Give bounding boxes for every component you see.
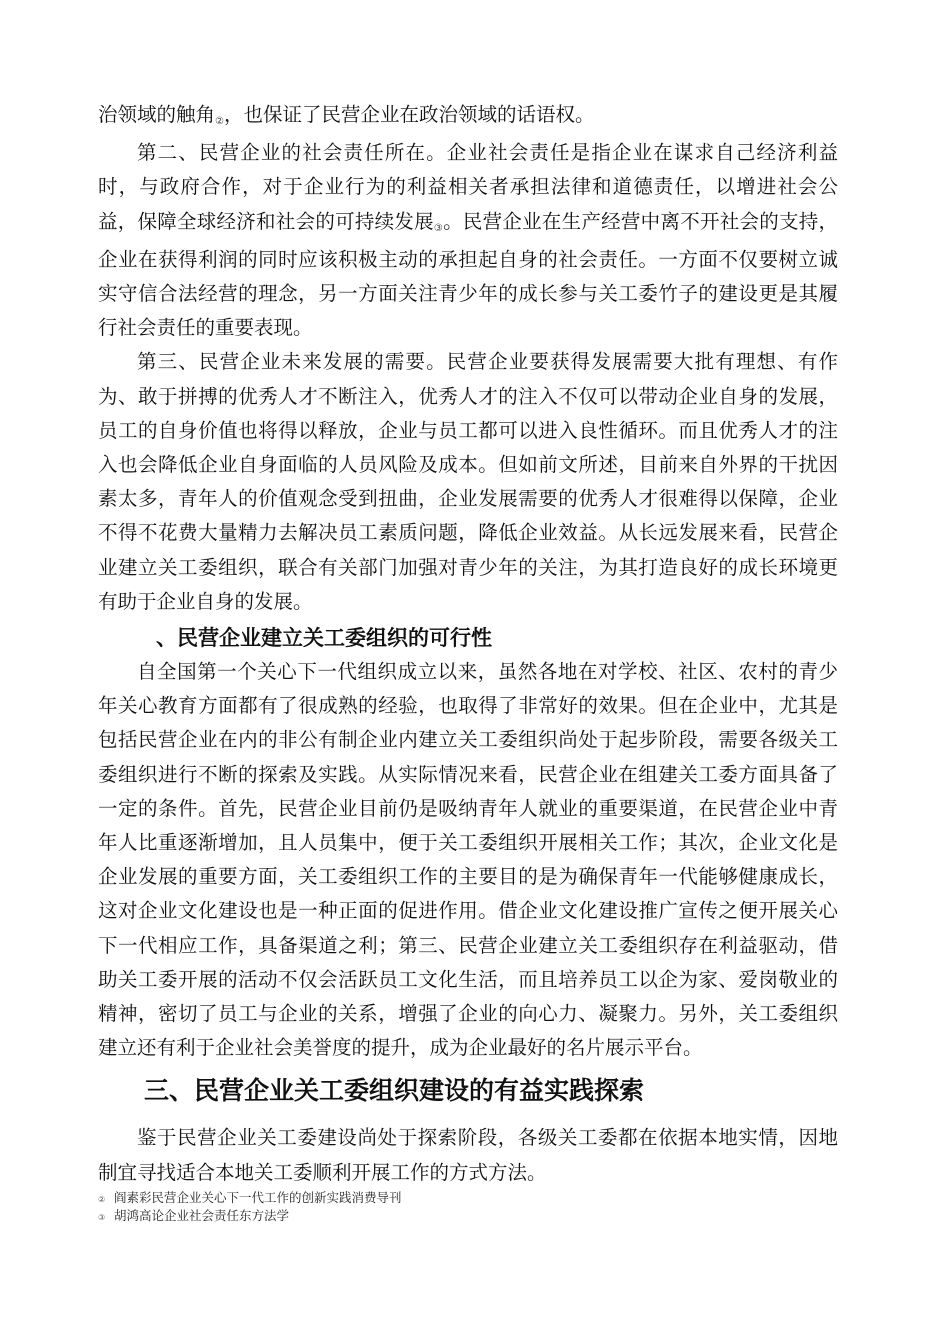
- footnote-mark: ③: [98, 1213, 106, 1222]
- footnotes: [98, 1190, 838, 1226]
- paragraph-social-responsibility: [98, 136, 838, 345]
- paragraph-text: 治领域的触角: [98, 103, 216, 126]
- paragraph-continuation: [98, 98, 838, 136]
- paragraph-practice-intro: 鉴于民营企业关工委建设尚处于探索阶段，各级关工委都在依据本地实情，因地制宜寻找适合本地关工委顺利开展工作的方式方法。: [98, 1126, 838, 1184]
- paragraph-future-development: 第三、民营企业未来发展的需要。民营企业要获得发展需要大批有理想、有作为、敢于拼搏的优秀人才不断注入，优秀人才的注入不仅可以带动企业自身的发展，员工的自身价值也将得以释放，企业与员工都可以进入良性循环。而且优秀人才的注入也会降低企业自身面临的人员风险及成本。但如前文所述，目前来自外界的干扰因素太多，青年人的价值观念受到扭曲，企业发展需要的优秀人才很难得以保障，企业不得不花费大量精力去解决员工素质问题，降低企业效益。从长远发展来看，民营企业建立关工委组织，联合有关部门加强对青少年的关注，为其打造良好的成长环境更有助于企业自身的发展。: [98, 350, 838, 613]
- sub-heading: 、民营企业建立关工委组织的可行性: [156, 626, 492, 651]
- footnote-text: 阎素彩民营企业关心下一代工作的创新实践消费导刊: [114, 1190, 402, 1205]
- footnote-item: [98, 1190, 838, 1208]
- paragraph-text: 第二、民营企业的社会责任所在。企业社会责任是指企业在谋求自己经济利益时，与政府合作，对于企业行为的利益相关者承担法律和道德责任，以增进社会公益，保障全球经济和社会的可持续发展: [98, 141, 838, 233]
- footnote-reference: ②: [215, 116, 224, 127]
- footnote-mark: ②: [98, 1195, 106, 1204]
- paragraph-feasibility: 自全国第一个关心下一代组织成立以来，虽然各地在对学校、社区、农村的青少年关心教育方面都有了很成熟的经验，也取得了非常好的效果。但在企业中，尤其是包括民营企业在内的非公有制企业内建立关工委组织尚处于起步阶段，需要各级关工委组织进行不断的探索及实践。从实际情况来看，民营企业在组建关工委方面具备了一定的条件。首先，民营企业目前仍是吸纳青年人就业的重要渠道，在民营企业中青年人比重逐渐增加，且人员集中，便于关工委组织开展相关工作；其次，企业文化是企业发展的重要方面，关工委组织工作的主要目的是为确保青年一代能够健康成长，这对企业文化建设也是一种正面的促进作用。借企业文化建设推广宣传之便开展关心下一代相应工作，具备渠道之利；第三、民营企业建立关工委组织存在利益驱动，借助关工委开展的活动不仅会活跃员工文化生活，而且培养员工以企为家、爱岗敬业的精神，密切了员工与企业的关系，增强了企业的向心力、凝聚力。另外，关工委组织建立还有利于企业社会美誉度的提升，成为企业最好的名片展示平台。: [98, 660, 838, 1060]
- paragraph-text-tail: 。民营企业在生产经营中离不开社会的支持，企业在获得利润的同时应该积极主动的承担起自身的社会责任。一方面不仅要树立诚实守信合法经营的理念，另一方面关注青少年的成长参与关工委竹子的建设更是其履行社会责任的重要表现。: [98, 209, 838, 340]
- footnote-item: [98, 1208, 838, 1226]
- body-text: [98, 98, 838, 1190]
- footnote-text: 胡鸿高论企业社会责任东方法学: [114, 1208, 290, 1223]
- section-heading: 三、民营企业关工委组织建设的有益实践探索: [144, 1076, 645, 1106]
- paragraph-text-tail: ，也保证了民营企业在政治领域的话语权。: [223, 103, 595, 126]
- footnote-reference: ③: [433, 222, 444, 234]
